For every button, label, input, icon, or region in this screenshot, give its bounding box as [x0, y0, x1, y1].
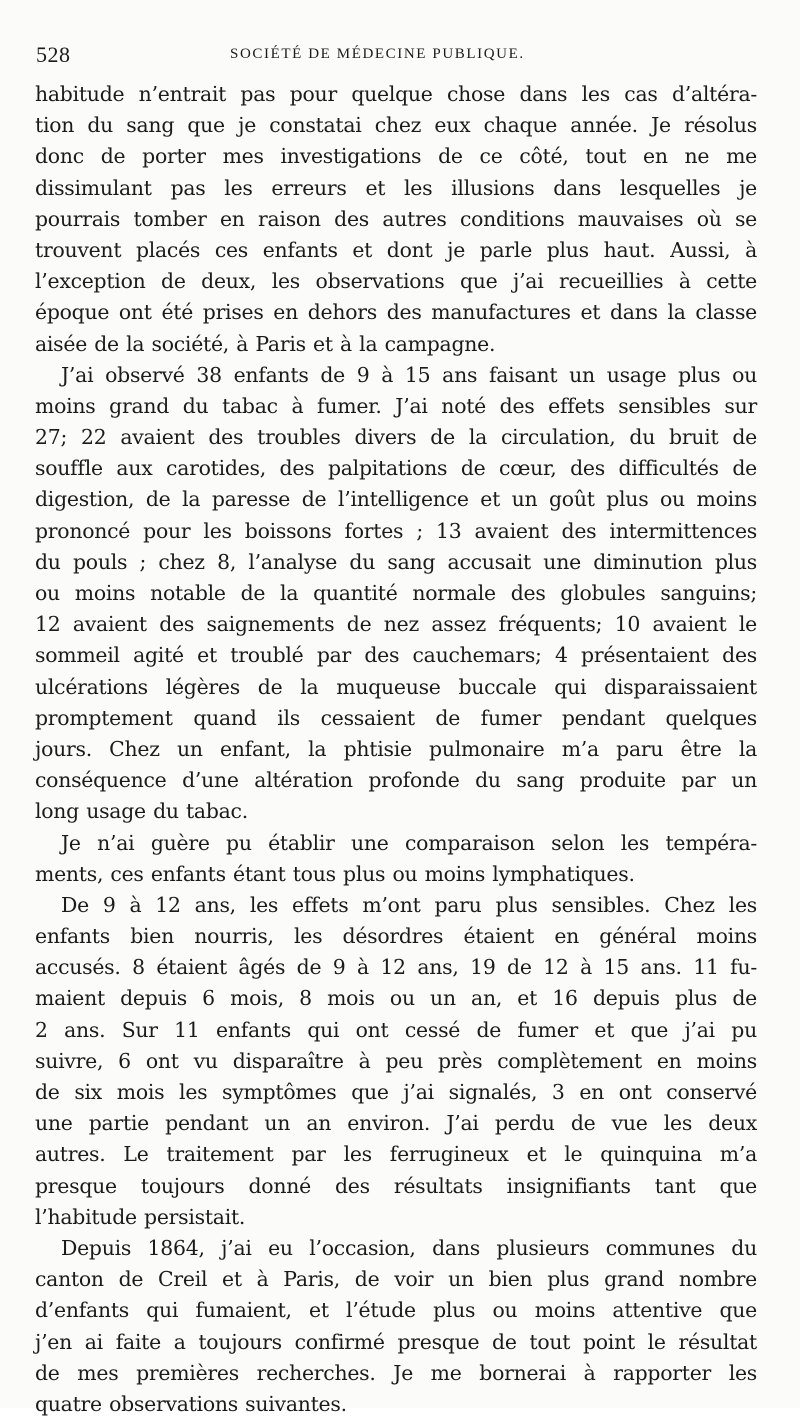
text-line: souffle aux carotides, des palpitations de cœur, des difficultés de	[35, 456, 757, 481]
text-line: 2 ans. Sur 11 enfants qui ont cessé de fumer et que j’ai pu	[35, 1017, 757, 1042]
text-line: digestion, de la paresse de l’intelligence et un goût plus ou moins	[35, 487, 757, 512]
text-line: tion du sang que je constatai chez eux chaque année. Je résolus	[35, 113, 757, 138]
page-number: 528	[36, 42, 71, 67]
text-line: trouvent placés ces enfants et dont je parle plus haut. Aussi, à	[35, 237, 757, 262]
text-line: de mes premières recherches. Je me bornerai à rapporter les	[35, 1360, 757, 1385]
text-line: ou moins notable de la quantité normale des globules sanguins;	[35, 581, 757, 605]
text-line: du pouls ; chez 8, l’analyse du sang accusait une diminution plus	[35, 549, 757, 574]
running-title: SOCIÉTÉ DE MÉDECINE PUBLIQUE.	[230, 46, 525, 62]
text-line: ments, ces enfants étant tous plus ou moins lymphatiques.	[35, 861, 635, 886]
text-line: presque toujours donné des résultats insignifiants tant que	[35, 1173, 757, 1198]
paragraph	[35, 360, 757, 828]
text-line: promptement quand ils cessaient de fumer pendant quelques	[35, 705, 757, 730]
paragraph	[35, 1233, 757, 1420]
text-line: de six mois les symptômes que j’ai signalés, 3 en ont conservé	[35, 1080, 757, 1104]
text-line: Je n’ai guère pu établir une comparaison selon les tempéra-	[61, 830, 757, 855]
text-line: maient depuis 6 mois, 8 mois ou un an, et 16 depuis plus de	[35, 986, 757, 1011]
text-line: une partie pendant un an environ. J’ai perdu de vue les deux	[35, 1111, 757, 1136]
text-line: 12 avaient des saignements de nez assez fréquents; 10 avaient le	[35, 612, 757, 637]
text-line: l’exception de deux, les observations que j’ai recueillies à cette	[35, 269, 757, 294]
running-head	[36, 42, 770, 70]
text-line: donc de porter mes investigations de ce côté, tout en ne me	[35, 144, 757, 169]
text-line: quatre observations suivantes.	[35, 1391, 347, 1416]
text-line: J’ai observé 38 enfants de 9 à 15 ans faisant un usage plus ou	[61, 362, 757, 387]
text-line: dissimulant pas les erreurs et les illusions dans lesquelles je	[35, 175, 757, 200]
text-line: aisée de la société, à Paris et à la campagne.	[35, 331, 496, 356]
paragraph	[35, 828, 757, 890]
text-line: prononcé pour les boissons fortes ; 13 avaient des intermittences	[35, 518, 757, 543]
text-line: habitude n’entrait pas pour quelque chose dans les cas d’altéra-	[35, 82, 757, 106]
text-line: conséquence d’une altération profonde du sang produite par un	[35, 768, 757, 793]
text-line: époque ont été prises en dehors des manufactures et dans la classe	[35, 300, 757, 325]
text-line: moins grand du tabac à fumer. J’ai noté des effets sensibles sur	[35, 393, 757, 418]
text-line: autres. Le traitement par les ferrugineux et le quinquina m’a	[35, 1142, 757, 1167]
text-line: 27; 22 avaient des troubles divers de la circulation, du bruit de	[35, 425, 757, 450]
text-line: d’enfants qui fumaient, et l’étude plus ou moins attentive que	[35, 1298, 757, 1323]
text-line: canton de Creil et à Paris, de voir un bien plus grand nombre	[35, 1267, 757, 1292]
text-line: De 9 à 12 ans, les effets m’ont paru plus sensibles. Chez les	[61, 892, 757, 917]
paragraph	[35, 890, 757, 1233]
text-line: accusés. 8 étaient âgés de 9 à 12 ans, 19 de 12 à 15 ans. 11 fu-	[35, 955, 757, 980]
text-line: l’habitude persistait.	[35, 1204, 246, 1229]
body-text	[35, 79, 757, 1420]
paragraph	[35, 79, 757, 360]
text-line: long usage du tabac.	[35, 799, 248, 824]
text-line: j’en ai faite a toujours confirmé presque de tout point le résultat	[35, 1329, 757, 1354]
text-line: jours. Chez un enfant, la phtisie pulmonaire m’a paru être la	[35, 736, 757, 761]
text-line: ulcérations légères de la muqueuse buccale qui disparaissaient	[35, 674, 757, 699]
text-line: suivre, 6 ont vu disparaître à peu près complètement en moins	[35, 1048, 757, 1073]
text-line: sommeil agité et troublé par des cauchemars; 4 présentaient des	[35, 643, 757, 668]
text-line: Depuis 1864, j’ai eu l’occasion, dans plusieurs communes du	[61, 1235, 757, 1260]
text-line: enfants bien nourris, les désordres étaient en général moins	[35, 924, 757, 949]
text-line: pourrais tomber en raison des autres conditions mauvaises où se	[35, 206, 757, 231]
